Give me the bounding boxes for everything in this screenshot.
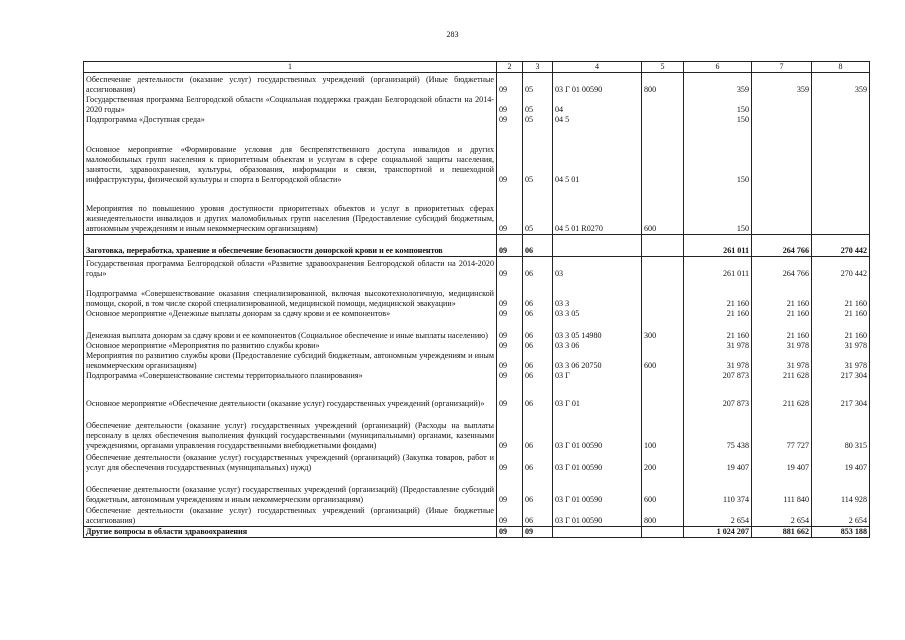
subsection-code-cell: 06 [523, 279, 553, 309]
column-header: 8 [812, 62, 870, 73]
expense-type-cell: 600 [642, 351, 684, 371]
section-code-cell: 09 [497, 309, 523, 319]
amount-year3-cell: 31 978 [812, 341, 870, 351]
table-row [84, 125, 870, 185]
amount-year2-cell: 211 628 [752, 381, 812, 409]
subsection-code-cell: 06 [523, 257, 553, 279]
table-row [84, 341, 870, 351]
amount-year2-cell: 111 840 [752, 473, 812, 505]
expense-type-cell [642, 279, 684, 309]
amount-year2-cell: 21 160 [752, 279, 812, 309]
amount-year1-cell: 1 024 207 [684, 527, 752, 538]
row-name-cell: Денежная выплата донорам за сдачу крови и ее компонентов (Социальное обеспечение и иные выплаты населению) [84, 319, 497, 341]
table-row [84, 409, 870, 451]
subsection-code-cell: 06 [523, 409, 553, 451]
amount-year1-cell: 2 654 [684, 505, 752, 527]
target-article-cell: 03 Г 01 00590 [553, 451, 642, 473]
expense-type-cell: 600 [642, 473, 684, 505]
table-row [84, 505, 870, 527]
amount-year2-cell: 31 978 [752, 341, 812, 351]
target-article-cell: 03 Г 01 00590 [553, 473, 642, 505]
amount-year2-cell [752, 125, 812, 185]
subsection-code-cell: 06 [523, 341, 553, 351]
subsection-code-cell: 09 [523, 527, 553, 538]
subsection-code-cell: 05 [523, 73, 553, 95]
expense-type-cell [642, 527, 684, 538]
amount-year1-cell: 207 873 [684, 371, 752, 381]
target-article-cell: 04 5 [553, 115, 642, 125]
row-name-cell: Мероприятия по повышению уровня доступности приоритетных объектов и услуг в приоритетных сферах жизнедеятельности инвалидов и других маломобильных групп населения (Предоставление субсидий бюджетным, автономным учреждениям и иным некоммерческим организациям) [84, 185, 497, 235]
section-code-cell: 09 [497, 185, 523, 235]
subsection-code-cell: 06 [523, 371, 553, 381]
amount-year2-cell [752, 95, 812, 115]
expense-type-cell: 800 [642, 73, 684, 95]
section-code-cell: 09 [497, 341, 523, 351]
table-row [84, 473, 870, 505]
subsection-code-cell: 06 [523, 505, 553, 527]
row-name-cell: Основное мероприятие «Мероприятия по развитию службы крови» [84, 341, 497, 351]
row-name-cell: Основное мероприятие «Денежные выплаты донорам за сдачу крови и ее компонентов» [84, 309, 497, 319]
amount-year1-cell: 75 438 [684, 409, 752, 451]
row-name-cell: Обеспечение деятельности (оказание услуг) государственных учреждений (организаций) (Иные бюджетные ассигнования) [84, 73, 497, 95]
amount-year2-cell: 21 160 [752, 309, 812, 319]
table-row [84, 381, 870, 409]
target-article-cell: 04 5 01 [553, 125, 642, 185]
amount-year1-cell: 207 873 [684, 381, 752, 409]
section-code-cell: 09 [497, 73, 523, 95]
amount-year3-cell [812, 185, 870, 235]
amount-year1-cell: 31 978 [684, 341, 752, 351]
budget-table [83, 61, 870, 538]
table-row [84, 527, 870, 538]
row-name-cell: Подпрограмма «Совершенствование системы территориального планирования» [84, 371, 497, 381]
expense-type-cell: 300 [642, 319, 684, 341]
target-article-cell: 03 3 06 20750 [553, 351, 642, 371]
expense-type-cell: 200 [642, 451, 684, 473]
amount-year2-cell: 211 628 [752, 371, 812, 381]
target-article-cell: 04 5 01 R0270 [553, 185, 642, 235]
amount-year1-cell: 150 [684, 95, 752, 115]
row-name-cell: Государственная программа Белгородской области «Социальная поддержка граждан Белгородской области на 2014-2020 годы» [84, 95, 497, 115]
amount-year1-cell: 150 [684, 125, 752, 185]
row-name-cell: Обеспечение деятельности (оказание услуг) государственных учреждений (организаций) (Расходы на выплаты персоналу в целях обеспечения выполнения функций государственными (муниципальными) органами, казенными учреждениями, органами управления государственными внебюджетными фондами) [84, 409, 497, 451]
amount-year2-cell: 19 407 [752, 451, 812, 473]
expense-type-cell [642, 341, 684, 351]
amount-year1-cell: 261 011 [684, 235, 752, 257]
section-code-cell: 09 [497, 95, 523, 115]
table-row [84, 95, 870, 115]
target-article-cell: 04 [553, 95, 642, 115]
amount-year3-cell: 359 [812, 73, 870, 95]
amount-year3-cell: 114 928 [812, 473, 870, 505]
subsection-code-cell: 06 [523, 381, 553, 409]
section-code-cell: 09 [497, 125, 523, 185]
row-name-cell: Обеспечение деятельности (оказание услуг) государственных учреждений (организаций) (Предоставление субсидий бюджетным, автономным учреждениям и иным некоммерческим организациям) [84, 473, 497, 505]
section-code-cell: 09 [497, 451, 523, 473]
row-name-cell: Заготовка, переработка, хранение и обеспечение безопасности донорской крови и ее компонентов [84, 235, 497, 257]
table-row [84, 351, 870, 371]
amount-year3-cell: 31 978 [812, 351, 870, 371]
amount-year3-cell: 19 407 [812, 451, 870, 473]
column-header: 1 [84, 62, 497, 73]
amount-year3-cell: 853 188 [812, 527, 870, 538]
amount-year2-cell: 881 662 [752, 527, 812, 538]
row-name-cell: Государственная программа Белгородской области «Развитие здравоохранения Белгородской области на 2014-2020 годы» [84, 257, 497, 279]
column-header: 2 [497, 62, 523, 73]
table-row [84, 115, 870, 125]
row-name-cell: Другие вопросы в области здравоохранения [84, 527, 497, 538]
amount-year1-cell: 110 374 [684, 473, 752, 505]
expense-type-cell [642, 257, 684, 279]
expense-type-cell [642, 381, 684, 409]
subsection-code-cell: 05 [523, 95, 553, 115]
column-header: 4 [553, 62, 642, 73]
header-row [84, 62, 870, 73]
column-header: 3 [523, 62, 553, 73]
amount-year2-cell [752, 185, 812, 235]
column-header: 5 [642, 62, 684, 73]
amount-year1-cell: 21 160 [684, 309, 752, 319]
table-row [84, 451, 870, 473]
table-row [84, 319, 870, 341]
amount-year1-cell: 19 407 [684, 451, 752, 473]
table-row [84, 73, 870, 95]
subsection-code-cell: 06 [523, 309, 553, 319]
expense-type-cell [642, 125, 684, 185]
amount-year2-cell: 359 [752, 73, 812, 95]
row-name-cell: Основное мероприятие «Обеспечение деятельности (оказание услуг) государственных учреждений (организаций)» [84, 381, 497, 409]
section-code-cell: 09 [497, 381, 523, 409]
target-article-cell: 03 Г [553, 371, 642, 381]
row-name-cell: Мероприятия по развитию службы крови (Предоставление субсидий бюджетным, автономным учреждениям и иным некоммерческим организациям) [84, 351, 497, 371]
expense-type-cell [642, 95, 684, 115]
amount-year3-cell: 21 160 [812, 279, 870, 309]
target-article-cell [553, 527, 642, 538]
column-header: 6 [684, 62, 752, 73]
amount-year1-cell: 21 160 [684, 319, 752, 341]
expense-type-cell [642, 371, 684, 381]
target-article-cell: 03 Г 01 00590 [553, 73, 642, 95]
amount-year3-cell: 2 654 [812, 505, 870, 527]
amount-year3-cell: 217 304 [812, 381, 870, 409]
amount-year3-cell: 270 442 [812, 235, 870, 257]
subsection-code-cell: 05 [523, 115, 553, 125]
row-name-cell: Основное мероприятие «Формирование условия для беспрепятственного доступа инвалидов и других маломобильных групп населения к приоритетным объектам и услугам в сфере социальной защиты населения, занятости, здравоохранения, культуры, образования, информации и связи, транспортной и пешеходной инфраструктуры, физической культуры и спорта в Белгородской области» [84, 125, 497, 185]
amount-year2-cell [752, 115, 812, 125]
section-code-cell: 09 [497, 505, 523, 527]
table-row [84, 309, 870, 319]
subsection-code-cell: 06 [523, 235, 553, 257]
amount-year2-cell: 77 727 [752, 409, 812, 451]
amount-year1-cell: 359 [684, 73, 752, 95]
amount-year3-cell [812, 125, 870, 185]
target-article-cell: 03 3 06 [553, 341, 642, 351]
amount-year3-cell [812, 115, 870, 125]
section-code-cell: 09 [497, 371, 523, 381]
table-row [84, 257, 870, 279]
expense-type-cell [642, 235, 684, 257]
amount-year3-cell: 80 315 [812, 409, 870, 451]
amount-year1-cell: 150 [684, 185, 752, 235]
amount-year3-cell: 270 442 [812, 257, 870, 279]
section-code-cell: 09 [497, 257, 523, 279]
subsection-code-cell: 06 [523, 473, 553, 505]
section-code-cell: 09 [497, 527, 523, 538]
target-article-cell: 03 3 [553, 279, 642, 309]
row-name-cell: Обеспечение деятельности (оказание услуг) государственных учреждений (организаций) (Иные бюджетные ассигнования) [84, 505, 497, 527]
budget-table-body [84, 73, 870, 538]
section-code-cell: 09 [497, 473, 523, 505]
amount-year1-cell: 31 978 [684, 351, 752, 371]
amount-year3-cell: 21 160 [812, 319, 870, 341]
expense-type-cell [642, 115, 684, 125]
subsection-code-cell: 06 [523, 351, 553, 371]
target-article-cell [553, 235, 642, 257]
target-article-cell: 03 Г 01 00590 [553, 409, 642, 451]
row-name-cell: Обеспечение деятельности (оказание услуг) государственных учреждений (организаций) (Закупка товаров, работ и услуг для обеспечения государственных (муниципальных) нужд) [84, 451, 497, 473]
subsection-code-cell: 05 [523, 125, 553, 185]
row-name-cell: Подпрограмма «Совершенствование оказания специализированной, включая высокотехнологичную, медицинской помощи, скорой, в том числе скорой специализированной, медицинской помощи, медицинской эвакуации» [84, 279, 497, 309]
section-code-cell: 09 [497, 409, 523, 451]
table-row [84, 279, 870, 309]
amount-year1-cell: 150 [684, 115, 752, 125]
amount-year2-cell: 264 766 [752, 257, 812, 279]
expense-type-cell: 100 [642, 409, 684, 451]
page-number: 283 [446, 30, 459, 39]
subsection-code-cell: 05 [523, 185, 553, 235]
expense-type-cell: 600 [642, 185, 684, 235]
table-row [84, 235, 870, 257]
table-row [84, 185, 870, 235]
amount-year3-cell: 21 160 [812, 309, 870, 319]
section-code-cell: 09 [497, 351, 523, 371]
amount-year2-cell: 31 978 [752, 351, 812, 371]
table-row [84, 371, 870, 381]
amount-year2-cell: 264 766 [752, 235, 812, 257]
target-article-cell: 03 [553, 257, 642, 279]
column-header: 7 [752, 62, 812, 73]
target-article-cell: 03 Г 01 00590 [553, 505, 642, 527]
expense-type-cell: 800 [642, 505, 684, 527]
amount-year2-cell: 2 654 [752, 505, 812, 527]
expense-type-cell [642, 309, 684, 319]
amount-year1-cell: 21 160 [684, 279, 752, 309]
subsection-code-cell: 06 [523, 319, 553, 341]
section-code-cell: 09 [497, 319, 523, 341]
target-article-cell: 03 3 05 14980 [553, 319, 642, 341]
amount-year2-cell: 21 160 [752, 319, 812, 341]
amount-year1-cell: 261 011 [684, 257, 752, 279]
amount-year3-cell: 217 304 [812, 371, 870, 381]
amount-year3-cell [812, 95, 870, 115]
section-code-cell: 09 [497, 279, 523, 309]
subsection-code-cell: 06 [523, 451, 553, 473]
target-article-cell: 03 3 05 [553, 309, 642, 319]
row-name-cell: Подпрограмма «Доступная среда» [84, 115, 497, 125]
section-code-cell: 09 [497, 235, 523, 257]
section-code-cell: 09 [497, 115, 523, 125]
target-article-cell: 03 Г 01 [553, 381, 642, 409]
